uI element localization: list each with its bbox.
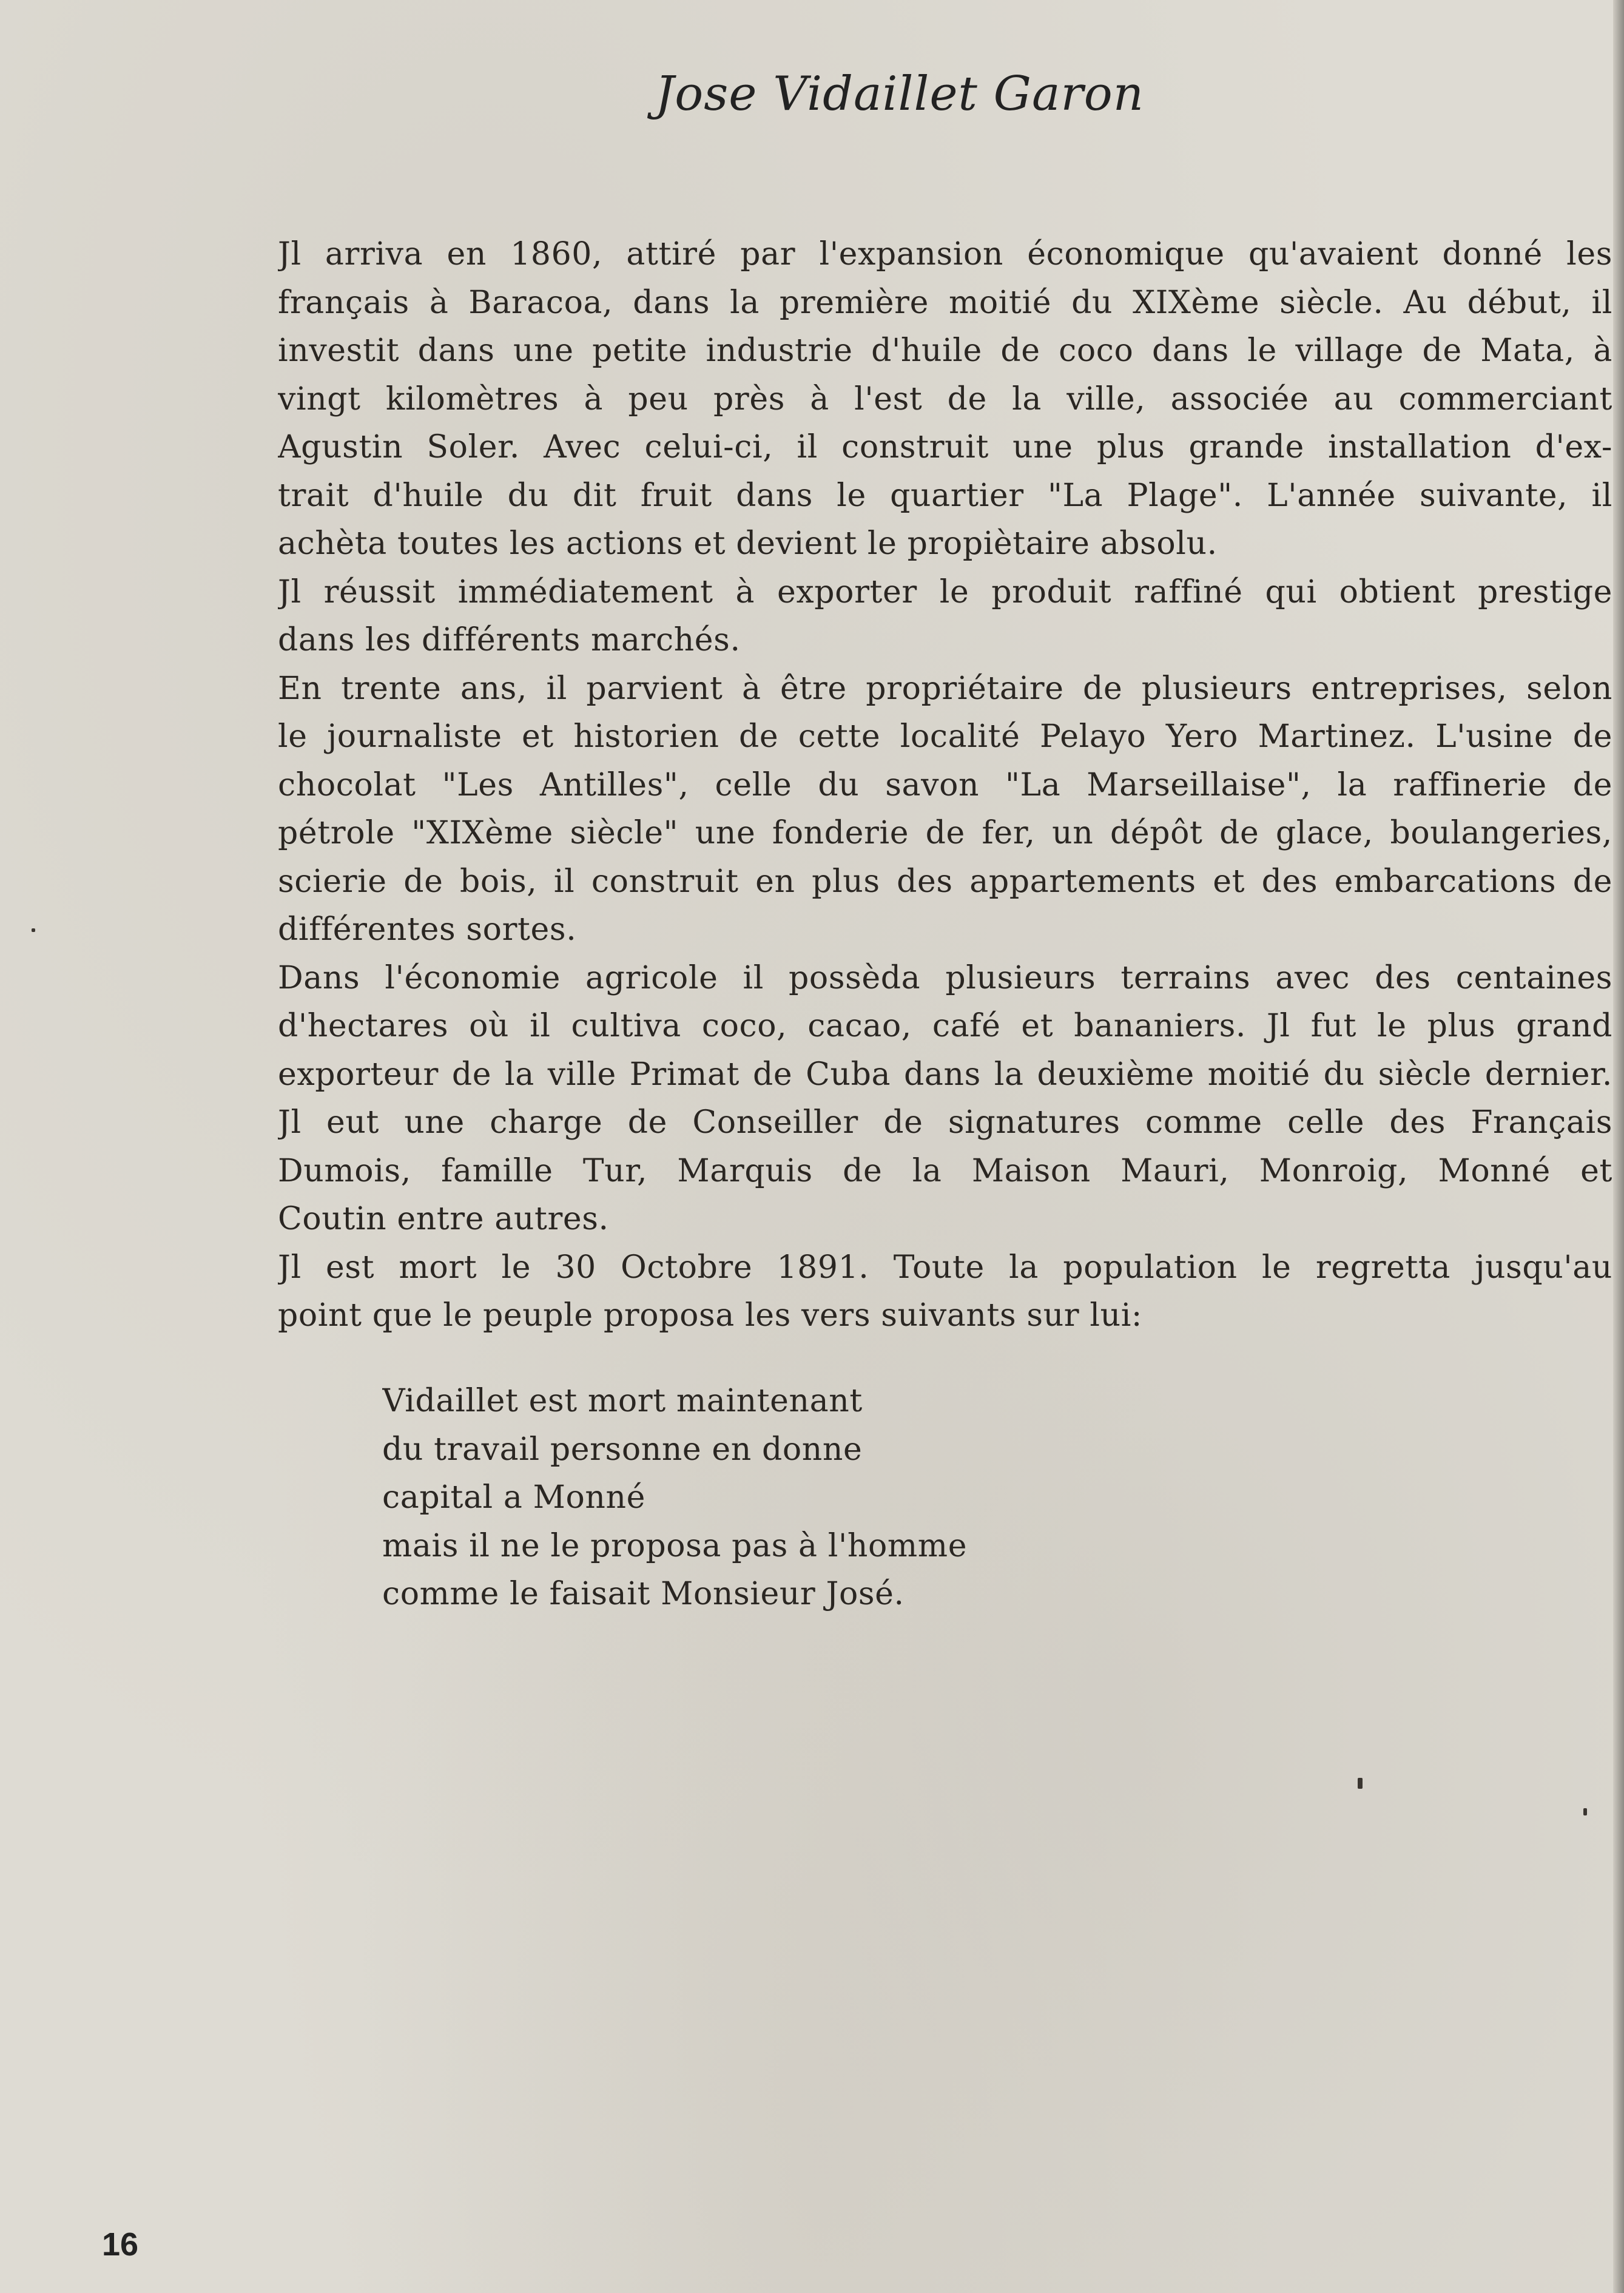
text-line: Jl eut une charge de Conseiller de signatures comme celle des Français	[278, 1104, 1612, 1141]
text-line: pétrole "XIXème siècle" une fonderie de fer, un dépôt de glace, boulangeries,	[278, 815, 1612, 851]
body-text	[278, 231, 1612, 1340]
poem-line: du travail personne en donne	[382, 1431, 863, 1468]
text-line: d'hectares où il cultiva coco, cacao, café et bananiers. Jl fut le plus grand	[278, 1008, 1612, 1044]
text-line: investit dans une petite industrie d'huile de coco dans le village de Mata, à	[278, 333, 1612, 369]
text-line: trait d'huile du dit fruit dans le quartier "La Plage". L'année suivante, il	[278, 477, 1612, 514]
text-line: dans les différents marchés.	[278, 622, 741, 658]
text-line: scierie de bois, il construit en plus des appartements et des embarcations de	[278, 863, 1612, 900]
poem-line: mais il ne le proposa pas à l'homme	[382, 1527, 968, 1564]
paper-speck	[1358, 1778, 1363, 1789]
text-line: chocolat "Les Antilles", celle du savon "La Marseillaise", la raffinerie de	[278, 766, 1612, 803]
text-line: achèta toutes les actions et devient le propiètaire absolu.	[278, 525, 1218, 562]
poem-line: capital a Monné	[382, 1479, 645, 1516]
text-line: Coutin entre autres.	[278, 1201, 609, 1237]
text-line: Jl est mort le 30 Octobre 1891. Toute la population le regretta jusqu'au	[278, 1249, 1612, 1286]
text-line: Dans l'économie agricole il possèda plusieurs terrains avec des centaines	[278, 959, 1612, 996]
text-line: Dumois, famille Tur, Marquis de la Maison Mauri, Monroig, Monné et	[278, 1152, 1612, 1189]
text-line: français à Baracoa, dans la première moitié du XIXème siècle. Au début, il	[278, 284, 1612, 321]
poem-line: Vidaillet est mort maintenant	[382, 1383, 863, 1419]
text-line: différentes sortes.	[278, 911, 577, 948]
page-edge-shadow	[1613, 0, 1624, 2293]
text-line: le journaliste et historien de cette localité Pelayo Yero Martinez. L'usine de	[278, 718, 1612, 755]
paper-speck	[1583, 1808, 1587, 1815]
text-line: Agustin Soler. Avec celui-ci, il construit une plus grande installation d'ex-	[278, 429, 1612, 465]
page-title: Jose Vidaillet Garon	[655, 67, 1144, 121]
text-line: exporteur de la ville Primat de Cuba dans la deuxième moitié du siècle dernier.	[278, 1056, 1612, 1093]
page-number: 16	[102, 2226, 139, 2263]
text-line: Jl réussit immédiatement à exporter le produit raffiné qui obtient prestige	[278, 573, 1612, 610]
paper-speck	[32, 928, 35, 932]
text-line: En trente ans, il parvient à être propriétaire de plusieurs entreprises, selon	[278, 670, 1612, 707]
poem-line: comme le faisait Monsieur José.	[382, 1576, 905, 1612]
text-line: point que le peuple proposa les vers suivants sur lui:	[278, 1297, 1143, 1334]
poem	[382, 1377, 1231, 1619]
text-line: Jl arriva en 1860, attiré par l'expansion économique qu'avaient donné les	[278, 236, 1612, 272]
text-line: vingt kilomètres à peu près à l'est de la ville, associée au commerciant	[278, 380, 1612, 417]
